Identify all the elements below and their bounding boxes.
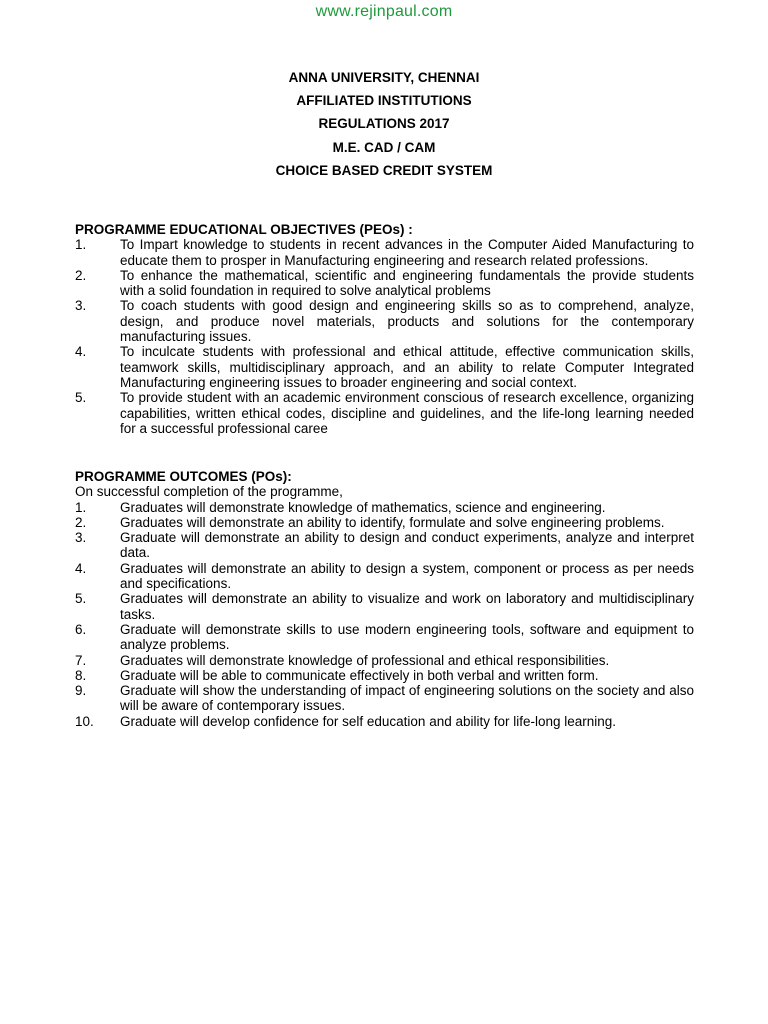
university-name: ANNA UNIVERSITY, CHENNAI bbox=[288, 70, 480, 85]
po-section bbox=[75, 469, 694, 729]
po-item-text: Graduate will demonstrate an ability to design and conduct experiments, analyze and interpret data. bbox=[120, 530, 694, 561]
po-item bbox=[75, 561, 694, 592]
regulations-year: REGULATIONS 2017 bbox=[318, 116, 450, 132]
po-item-text: Graduates will demonstrate an ability to visualize and work on laboratory and multidisciplinary tasks. bbox=[120, 591, 694, 622]
peo-heading: PROGRAMME EDUCATIONAL OBJECTIVES (PEOs) : bbox=[75, 222, 413, 237]
peo-item-text: To coach students with good design and engineering skills so as to comprehend, analyze, design, and produce novel materials, products and solutions for the contemporary manufacturing issues. bbox=[120, 298, 694, 345]
po-heading: PROGRAMME OUTCOMES (POs): bbox=[75, 469, 292, 484]
peo-section bbox=[75, 222, 694, 436]
peo-item-number: 5. bbox=[75, 390, 87, 406]
po-item bbox=[75, 683, 694, 714]
po-item-number: 5. bbox=[75, 591, 87, 607]
po-item-number: 6. bbox=[75, 621, 87, 637]
peo-item-text: To Impart knowledge to students in recent advances in the Computer Aided Manufacturing to educate them to prosper in Manufacturing engineering and research related professions. bbox=[120, 237, 694, 268]
po-item bbox=[75, 500, 694, 515]
document-header bbox=[0, 69, 768, 185]
po-item-text: Graduate will demonstrate skills to use modern engineering tools, software and equipment to analyze problems. bbox=[120, 621, 694, 653]
peo-list bbox=[75, 237, 694, 436]
credit-system: CHOICE BASED CREDIT SYSTEM bbox=[275, 162, 493, 178]
peo-item bbox=[75, 298, 694, 344]
peo-item-text: To inculcate students with professional and ethical attitude, effective communication skills, teamwork skills, multidisciplinary approach, and an ability to relate Computer Integrated Manufacturing engineering issues to broader engineering and social context. bbox=[120, 344, 694, 390]
peo-item bbox=[75, 344, 694, 390]
po-item bbox=[75, 591, 694, 622]
po-item-text: Graduates will demonstrate knowledge of professional and ethical responsibilities. bbox=[120, 652, 610, 668]
po-intro: On successful completion of the programme, bbox=[75, 484, 343, 500]
po-item-number: 9. bbox=[75, 683, 87, 699]
po-item-number: 3. bbox=[75, 530, 87, 546]
po-item-text: Graduates will demonstrate knowledge of mathematics, science and engineering. bbox=[120, 499, 606, 515]
po-item-number: 7. bbox=[75, 652, 87, 668]
peo-item-text: To enhance the mathematical, scientific and engineering fundamentals the provide students with a solid foundation in required to solve analytical problems bbox=[120, 267, 694, 299]
po-item-number: 2. bbox=[75, 514, 87, 530]
watermark-link: www.rejinpaul.com bbox=[315, 3, 453, 20]
po-item-number: 4. bbox=[75, 560, 87, 576]
peo-item bbox=[75, 237, 694, 268]
po-item bbox=[75, 622, 694, 653]
programme-name: M.E. CAD / CAM bbox=[332, 139, 436, 155]
po-item-number: 1. bbox=[75, 499, 87, 515]
po-item-text: Graduate will show the understanding of impact of engineering solutions on the society and also will be aware of contemporary issues. bbox=[120, 683, 694, 714]
po-item-text: Graduates will demonstrate an ability to identify, formulate and solve engineering problems. bbox=[120, 514, 665, 530]
peo-item bbox=[75, 268, 694, 299]
po-item bbox=[75, 530, 694, 561]
institution-type: AFFILIATED INSTITUTIONS bbox=[296, 93, 472, 109]
po-list bbox=[75, 500, 694, 729]
po-item bbox=[75, 668, 694, 683]
po-item-text: Graduate will develop confidence for self education and ability for life-long learning. bbox=[120, 713, 617, 729]
po-item bbox=[75, 653, 694, 668]
peo-item-number: 2. bbox=[75, 267, 87, 283]
po-item-number: 10. bbox=[75, 713, 94, 729]
po-item bbox=[75, 714, 694, 729]
peo-item-number: 4. bbox=[75, 344, 87, 360]
peo-item-number: 3. bbox=[75, 298, 87, 314]
po-item-text: Graduates will demonstrate an ability to design a system, component or process as per needs and specifications. bbox=[120, 560, 694, 592]
po-item-text: Graduate will be able to communicate effectively in both verbal and written form. bbox=[120, 667, 599, 683]
peo-item bbox=[75, 390, 694, 436]
po-item-number: 8. bbox=[75, 667, 87, 683]
peo-item-number: 1. bbox=[75, 237, 87, 253]
po-item bbox=[75, 515, 694, 530]
peo-item-text: To provide student with an academic environment conscious of research excellence, organizing capabilities, written ethical codes, discipline and guidelines, and the life-long learning needed for a successful professional caree bbox=[120, 390, 694, 436]
